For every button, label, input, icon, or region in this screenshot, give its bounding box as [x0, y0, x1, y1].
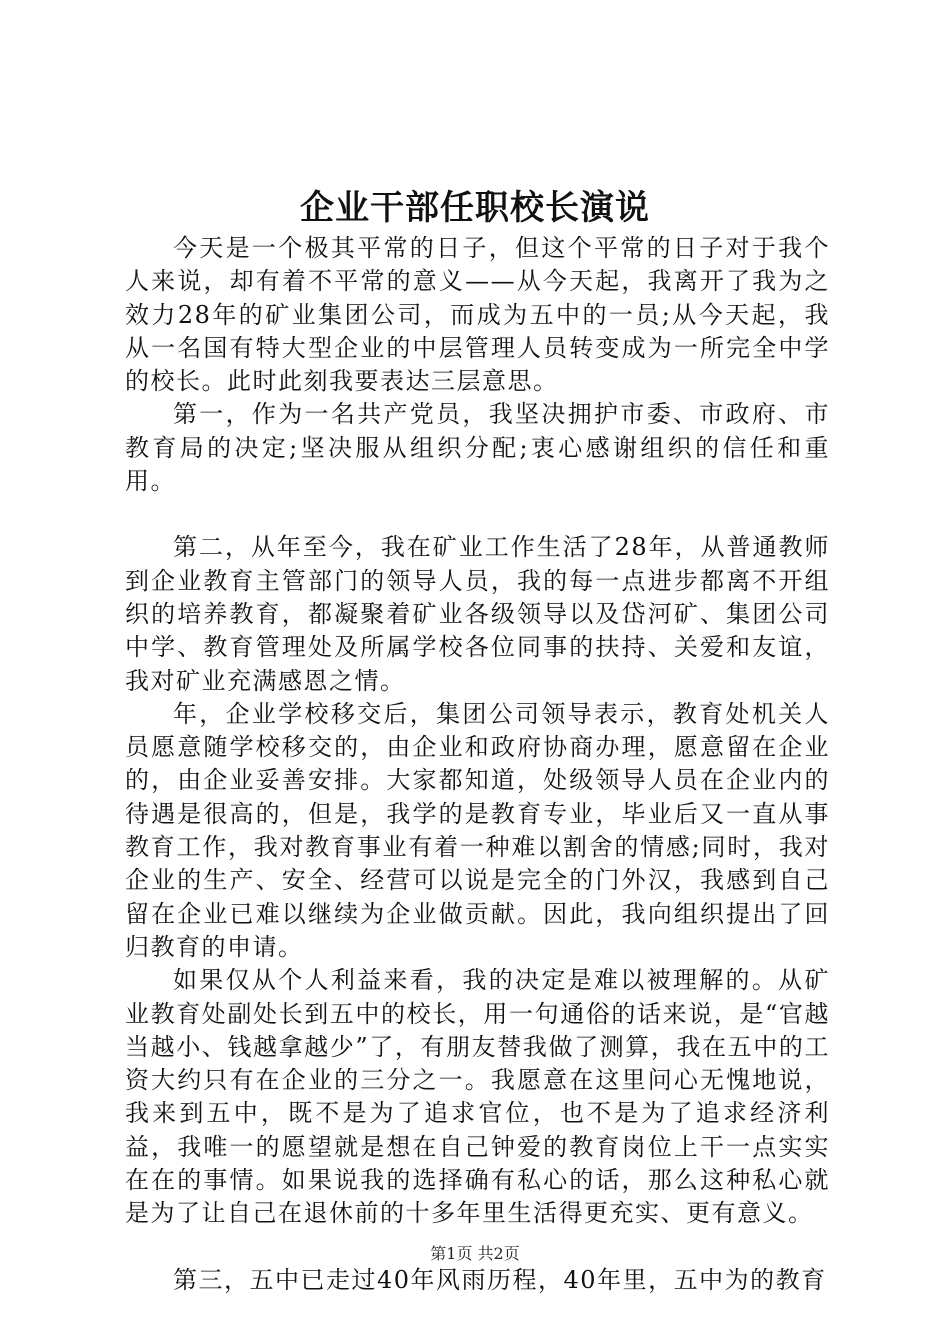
- document-title: 企业干部任职校长演说: [300, 188, 650, 228]
- paragraph-third-point: 第三，五中已走过40年风雨历程，40年里，五中为的教育: [173, 1265, 827, 1294]
- paragraph-second-point: 第二，从年至今，我在矿业工作生活了28年，从普通教师到企业教育主管部门的领导人员，我的每一点进步都离不开组织的培养教育，都凝聚着矿业各级领导以及岱河矿、集团公司中学、教育管理处及所属学校各位同事的扶持、关爱和友谊，我对矿业充满感恩之情。: [125, 533, 830, 695]
- paragraph-first-point: 第一，作为一名共产党员，我坚决拥护市委、市政府、市教育局的决定;坚决服从组织分配;衷心感谢组织的信任和重用。: [125, 400, 830, 496]
- paragraph-school-transfer: 年，企业学校移交后，集团公司领导表示，教育处机关人员愿意随学校移交的，由企业和政府协商办理，愿意留在企业的，由企业妥善安排。大家都知道，处级领导人员在企业内的待遇是很高的，但是，我学的是教育专业，毕业后又一直从事教育工作，我对教育事业有着一种难以割舍的情感;同时，我对企业的生产、安全、经营可以说是完全的门外汉，我感到自己留在企业已难以继续为企业做贡献。因此，我向组织提出了回归教育的申请。: [125, 699, 830, 961]
- paragraph-personal-interest: 如果仅从个人利益来看，我的决定是难以被理解的。从矿业教育处副处长到五中的校长，用一句通俗的话来说，是“官越当越小、钱越拿越少”了，有朋友替我做了测算，我在五中的工资大约只有在企业的三分之一。我愿意在这里问心无愧地说，我来到五中，既不是为了追求官位，也不是为了追求经济利益，我唯一的愿望就是想在自己钟爱的教育岗位上干一点实实在在的事情。如果说我的选择确有私心的话，那么这种私心就是为了让自己在退休前的十多年里生活得更充实、更有意义。: [125, 966, 830, 1228]
- document-body: [125, 232, 830, 1297]
- page-footer: 第1页 共2页: [430, 1244, 520, 1263]
- paragraph-intro: 今天是一个极其平常的日子，但这个平常的日子对于我个人来说，却有着不平常的意义——从今天起，我离开了我为之效力28年的矿业集团公司，而成为五中的一员;从今天起，我从一名国有特大型企业的中层管理人员转变成为一所完全中学的校长。此时此刻我要表达三层意思。: [125, 234, 830, 396]
